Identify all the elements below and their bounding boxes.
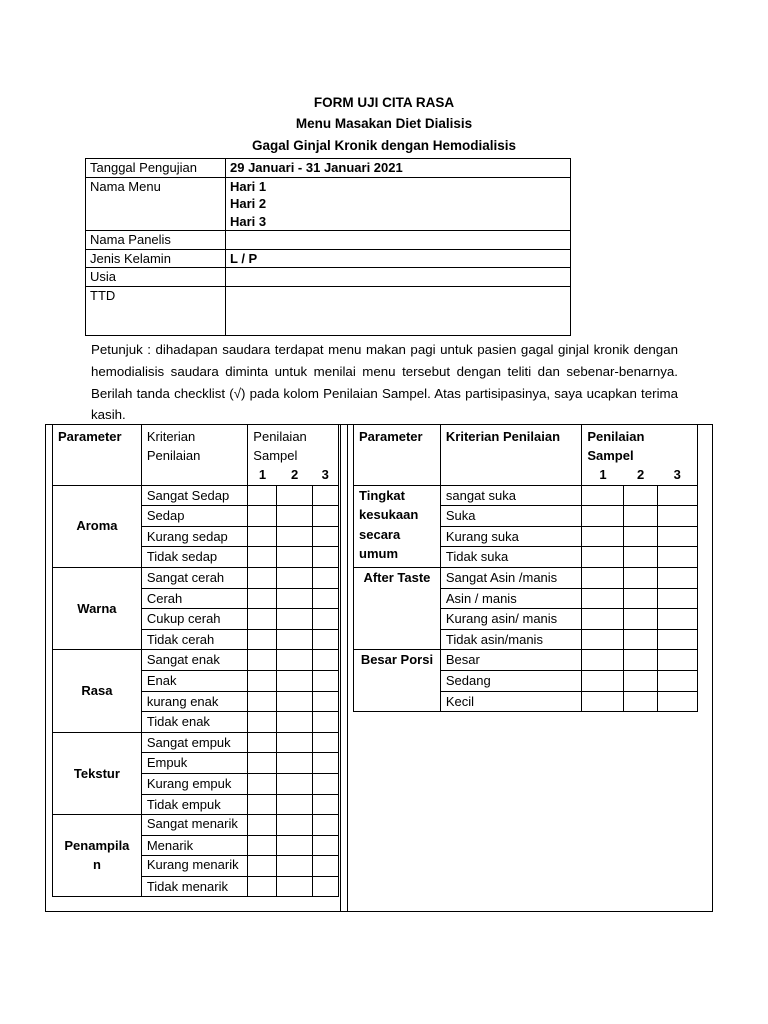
form-title: FORM UJI CITA RASA bbox=[313, 95, 455, 110]
score-cell[interactable] bbox=[313, 856, 339, 877]
header-penilaian-line1: Penilaian bbox=[587, 429, 645, 444]
score-cell[interactable] bbox=[313, 526, 339, 547]
header-parameter: Parameter bbox=[354, 425, 441, 486]
criteria-cell: Sangat Sedap bbox=[141, 485, 247, 506]
info-row-panelis bbox=[86, 231, 571, 250]
info-row-usia bbox=[86, 268, 571, 287]
table-row bbox=[53, 815, 339, 836]
header-penilaian-line1: Penilaian bbox=[253, 429, 307, 444]
score-cell[interactable] bbox=[313, 609, 339, 630]
instructions-paragraph: Petunjuk : dihadapan saudara terdapat menu makan pagi untuk pasien gagal ginjal kronik dengan hemodialisis saudara diminta untuk menilai menu tersebut dengan teliti dan sebenar-benarnya. Berilah tanda checklist (√) pada kolom Penilaian Sampel. Atas partisipasinya, saya ucapkan terima kasih. bbox=[91, 342, 678, 423]
score-cell[interactable] bbox=[248, 732, 277, 753]
score-cell[interactable] bbox=[313, 773, 339, 794]
header-kriteria: Kriterian Penilaian bbox=[440, 425, 581, 486]
criteria-cell: Cerah bbox=[141, 588, 247, 609]
score-cell[interactable] bbox=[248, 691, 277, 712]
info-row-menu bbox=[86, 177, 571, 231]
score-cell[interactable] bbox=[277, 794, 313, 815]
parameter-line: secara bbox=[359, 526, 401, 542]
score-cell[interactable] bbox=[624, 609, 658, 630]
tanggal-value: 29 Januari - 31 Januari 2021 bbox=[226, 159, 571, 178]
panelis-label: Nama Panelis bbox=[86, 231, 226, 250]
score-cell[interactable] bbox=[313, 876, 339, 897]
header-kriteria-line2: Penilaian bbox=[146, 448, 201, 463]
score-cell[interactable] bbox=[658, 588, 698, 609]
criteria-cell: Kecil bbox=[440, 691, 581, 712]
parameter-rasa: Rasa bbox=[53, 650, 142, 732]
parameter-tekstur: Tekstur bbox=[53, 732, 142, 814]
score-cell[interactable] bbox=[277, 629, 313, 650]
criteria-cell: Kurang empuk bbox=[141, 773, 247, 794]
table-row bbox=[53, 485, 339, 506]
criteria-cell: Sangat enak bbox=[141, 650, 247, 671]
parameter-after-taste: After Taste bbox=[354, 567, 441, 649]
score-cell[interactable] bbox=[248, 485, 277, 506]
table-row bbox=[354, 485, 698, 506]
score-cell[interactable] bbox=[313, 629, 339, 650]
score-cell[interactable] bbox=[624, 567, 658, 588]
sample-1-header: 1 bbox=[248, 465, 277, 485]
score-cell[interactable] bbox=[313, 670, 339, 691]
score-cell[interactable] bbox=[277, 506, 313, 527]
score-cell[interactable] bbox=[248, 567, 277, 588]
score-cell[interactable] bbox=[248, 815, 277, 836]
parameter-line: umum bbox=[359, 546, 398, 562]
evaluation-table-right bbox=[353, 424, 698, 712]
criteria-cell: Besar bbox=[440, 650, 581, 671]
score-cell[interactable] bbox=[582, 506, 624, 527]
header-kriteria bbox=[141, 425, 247, 486]
score-cell[interactable] bbox=[313, 815, 339, 836]
score-cell[interactable] bbox=[658, 609, 698, 630]
parameter-besar-porsi: Besar Porsi bbox=[354, 650, 441, 712]
score-cell[interactable] bbox=[624, 526, 658, 547]
table-row bbox=[53, 732, 339, 753]
criteria-cell: Tidak cerah bbox=[141, 629, 247, 650]
table-header-row bbox=[354, 425, 698, 466]
parameter-line: kesukaan bbox=[359, 507, 419, 523]
table-header-row bbox=[53, 425, 339, 466]
score-cell[interactable] bbox=[277, 876, 313, 897]
score-cell[interactable] bbox=[313, 794, 339, 815]
criteria-cell: Tidak asin/manis bbox=[440, 629, 581, 650]
parameter-tingkat-kesukaan bbox=[354, 485, 441, 567]
score-cell[interactable] bbox=[277, 567, 313, 588]
info-row-ttd bbox=[86, 286, 571, 335]
usia-field[interactable] bbox=[226, 268, 571, 287]
parameter-penampilan-line1: Penampila bbox=[64, 838, 130, 854]
score-cell[interactable] bbox=[658, 506, 698, 527]
criteria-cell: Asin / manis bbox=[440, 588, 581, 609]
score-cell[interactable] bbox=[313, 753, 339, 774]
score-cell[interactable] bbox=[248, 794, 277, 815]
header-penilaian-line2: Sampel bbox=[587, 448, 634, 463]
score-cell[interactable] bbox=[248, 547, 277, 568]
score-cell[interactable] bbox=[277, 588, 313, 609]
score-cell[interactable] bbox=[658, 629, 698, 650]
kelamin-value[interactable]: L / P bbox=[226, 249, 571, 268]
score-cell[interactable] bbox=[277, 691, 313, 712]
header-penilaian bbox=[248, 425, 339, 466]
score-cell[interactable] bbox=[658, 526, 698, 547]
score-cell[interactable] bbox=[277, 712, 313, 733]
score-cell[interactable] bbox=[624, 670, 658, 691]
score-cell[interactable] bbox=[624, 588, 658, 609]
criteria-cell: sangat suka bbox=[440, 485, 581, 506]
score-cell[interactable] bbox=[582, 670, 624, 691]
score-cell[interactable] bbox=[624, 506, 658, 527]
score-cell[interactable] bbox=[277, 609, 313, 630]
criteria-cell: Sangat Asin /manis bbox=[440, 567, 581, 588]
criteria-cell: Tidak empuk bbox=[141, 794, 247, 815]
score-cell[interactable] bbox=[313, 485, 339, 506]
criteria-cell: Empuk bbox=[141, 753, 247, 774]
score-cell[interactable] bbox=[582, 588, 624, 609]
sample-2-header: 2 bbox=[277, 465, 313, 485]
header-kriteria-line1: Kriterian bbox=[146, 429, 196, 444]
criteria-cell: Tidak sedap bbox=[141, 547, 247, 568]
score-cell[interactable] bbox=[313, 650, 339, 671]
info-row-kelamin bbox=[86, 249, 571, 268]
score-cell[interactable] bbox=[277, 526, 313, 547]
header-penilaian-line2: Sampel bbox=[253, 448, 298, 463]
criteria-cell: Sedap bbox=[141, 506, 247, 527]
parameter-warna: Warna bbox=[53, 567, 142, 649]
sample-3-header: 3 bbox=[658, 465, 698, 485]
criteria-cell: Tidak suka bbox=[440, 547, 581, 568]
score-cell[interactable] bbox=[277, 773, 313, 794]
ttd-field[interactable] bbox=[226, 286, 571, 335]
menu-hari-1: Hari 1 bbox=[230, 178, 267, 194]
form-subtitle-2: Gagal Ginjal Kronik dengan Hemodialisis bbox=[251, 138, 517, 153]
score-cell[interactable] bbox=[624, 547, 658, 568]
frame-divider bbox=[340, 424, 341, 912]
criteria-cell: Kurang sedap bbox=[141, 526, 247, 547]
criteria-cell: Menarik bbox=[141, 835, 247, 856]
criteria-cell: Sangat menarik bbox=[141, 815, 247, 836]
info-row-tanggal bbox=[86, 159, 571, 178]
header-penilaian bbox=[582, 425, 698, 466]
criteria-cell: Sangat empuk bbox=[141, 732, 247, 753]
score-cell[interactable] bbox=[313, 691, 339, 712]
score-cell[interactable] bbox=[248, 506, 277, 527]
criteria-cell: Kurang asin/ manis bbox=[440, 609, 581, 630]
parameter-penampilan-line2: n bbox=[92, 856, 101, 872]
score-cell[interactable] bbox=[248, 876, 277, 897]
frame-divider bbox=[347, 424, 348, 912]
score-cell[interactable] bbox=[248, 670, 277, 691]
sample-2-header: 2 bbox=[624, 465, 658, 485]
parameter-line: Tingkat bbox=[359, 487, 405, 503]
parameter-penampilan bbox=[53, 815, 142, 897]
evaluation-table-left bbox=[52, 424, 339, 897]
score-cell[interactable] bbox=[313, 835, 339, 856]
ttd-label: TTD bbox=[86, 286, 226, 335]
header-parameter: Parameter bbox=[53, 425, 142, 486]
form-subtitle: Menu Masakan Diet Dialisis bbox=[295, 116, 473, 131]
table-row bbox=[53, 567, 339, 588]
score-cell[interactable] bbox=[248, 629, 277, 650]
score-cell[interactable] bbox=[624, 485, 658, 506]
score-cell[interactable] bbox=[582, 691, 624, 712]
panelis-field[interactable] bbox=[226, 231, 571, 250]
table-row bbox=[354, 650, 698, 671]
score-cell[interactable] bbox=[582, 609, 624, 630]
score-cell[interactable] bbox=[277, 485, 313, 506]
score-cell[interactable] bbox=[624, 691, 658, 712]
score-cell[interactable] bbox=[313, 547, 339, 568]
score-cell[interactable] bbox=[248, 753, 277, 774]
score-cell[interactable] bbox=[248, 835, 277, 856]
sample-3-header: 3 bbox=[313, 465, 339, 485]
criteria-cell: kurang enak bbox=[141, 691, 247, 712]
menu-values bbox=[226, 177, 571, 231]
info-table bbox=[85, 158, 571, 336]
menu-hari-3: Hari 3 bbox=[230, 213, 267, 229]
criteria-cell: Tidak enak bbox=[141, 712, 247, 733]
score-cell[interactable] bbox=[658, 485, 698, 506]
score-cell[interactable] bbox=[582, 629, 624, 650]
score-cell[interactable] bbox=[277, 856, 313, 877]
score-cell[interactable] bbox=[277, 815, 313, 836]
tanggal-label: Tanggal Pengujian bbox=[86, 159, 226, 178]
score-cell[interactable] bbox=[248, 712, 277, 733]
criteria-cell: Suka bbox=[440, 506, 581, 527]
score-cell[interactable] bbox=[313, 506, 339, 527]
score-cell[interactable] bbox=[248, 773, 277, 794]
score-cell[interactable] bbox=[582, 650, 624, 671]
criteria-cell: Sedang bbox=[440, 670, 581, 691]
parameter-aroma: Aroma bbox=[53, 485, 142, 567]
score-cell[interactable] bbox=[277, 835, 313, 856]
score-cell[interactable] bbox=[658, 691, 698, 712]
menu-label: Nama Menu bbox=[86, 177, 226, 231]
score-cell[interactable] bbox=[582, 547, 624, 568]
score-cell[interactable] bbox=[248, 609, 277, 630]
table-row bbox=[354, 567, 698, 588]
criteria-cell: Sangat cerah bbox=[141, 567, 247, 588]
score-cell[interactable] bbox=[624, 650, 658, 671]
criteria-cell: Cukup cerah bbox=[141, 609, 247, 630]
usia-label: Usia bbox=[86, 268, 226, 287]
kelamin-label: Jenis Kelamin bbox=[86, 249, 226, 268]
criteria-cell: Kurang suka bbox=[440, 526, 581, 547]
table-row bbox=[53, 650, 339, 671]
score-cell[interactable] bbox=[624, 629, 658, 650]
score-cell[interactable] bbox=[248, 650, 277, 671]
score-cell[interactable] bbox=[313, 567, 339, 588]
score-cell[interactable] bbox=[313, 588, 339, 609]
score-cell[interactable] bbox=[277, 732, 313, 753]
score-cell[interactable] bbox=[277, 650, 313, 671]
score-cell[interactable] bbox=[277, 547, 313, 568]
score-cell[interactable] bbox=[582, 526, 624, 547]
criteria-cell: Enak bbox=[141, 670, 247, 691]
score-cell[interactable] bbox=[658, 650, 698, 671]
score-cell[interactable] bbox=[248, 856, 277, 877]
sample-1-header: 1 bbox=[582, 465, 624, 485]
score-cell[interactable] bbox=[277, 753, 313, 774]
score-cell[interactable] bbox=[313, 712, 339, 733]
score-cell[interactable] bbox=[658, 670, 698, 691]
score-cell[interactable] bbox=[658, 547, 698, 568]
score-cell[interactable] bbox=[313, 732, 339, 753]
score-cell[interactable] bbox=[248, 526, 277, 547]
score-cell[interactable] bbox=[277, 670, 313, 691]
score-cell[interactable] bbox=[582, 485, 624, 506]
score-cell[interactable] bbox=[658, 567, 698, 588]
criteria-cell: Tidak menarik bbox=[141, 876, 247, 897]
score-cell[interactable] bbox=[248, 588, 277, 609]
score-cell[interactable] bbox=[582, 567, 624, 588]
menu-hari-2: Hari 2 bbox=[230, 196, 267, 211]
criteria-cell: Kurang menarik bbox=[141, 856, 247, 877]
